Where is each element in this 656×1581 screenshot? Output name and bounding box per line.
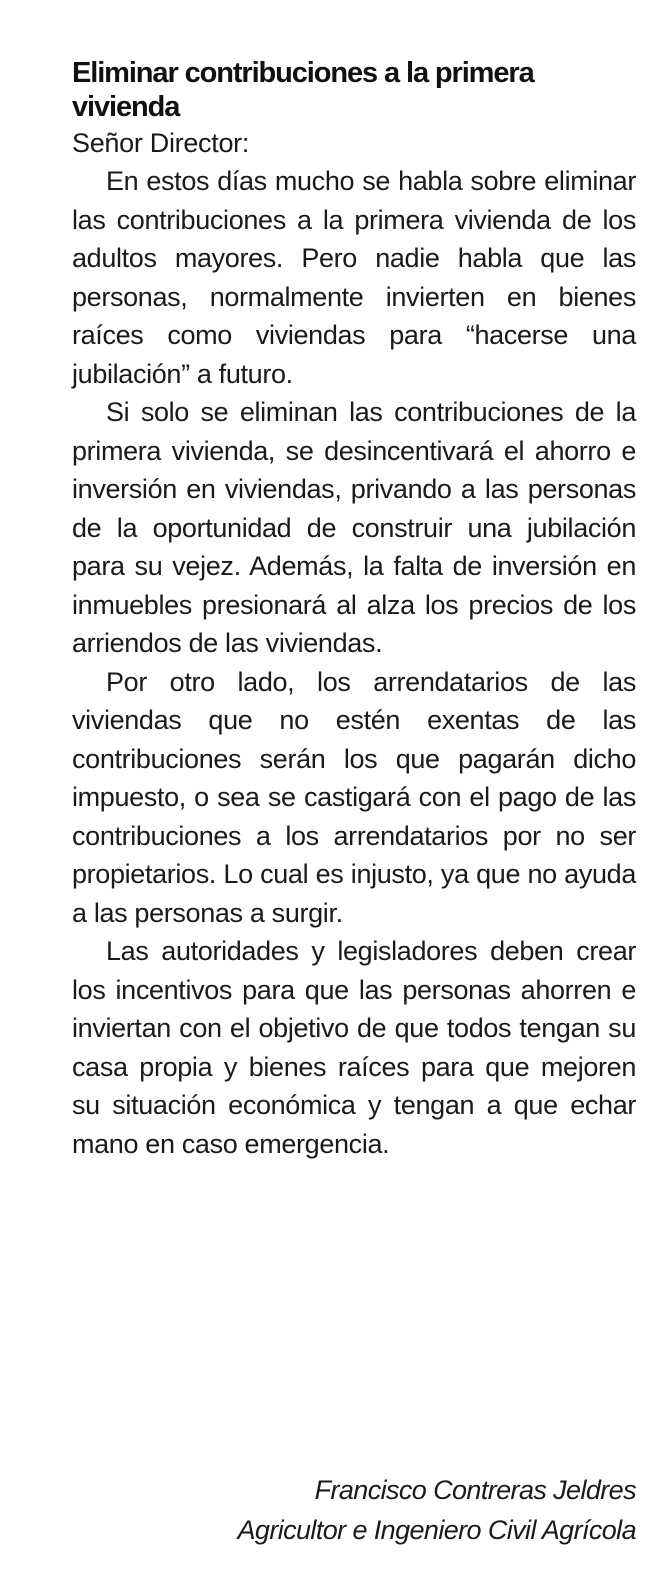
paragraph-1: En estos días mucho se habla sobre eliminar las contribuciones a la primera vivienda de los adultos mayores. Pero nadie habla que las personas, normalmente invierten en bienes raíces como viviendas para “hacerse una jubilación” a futuro. (72, 166, 636, 389)
paragraph-4: Las autoridades y legisladores deben crear los incentivos para que las personas ahorren e inviertan con el objetivo de que todos tengan su casa propia y bienes raíces para que mejoren su situación económica y tengan a que echar mano en caso emergencia. (72, 936, 636, 1159)
paragraph-2: Si solo se eliminan las contribuciones de la primera vivienda, se desincentivará el ahorro e inversión en viviendas, privando a las personas de la oportunidad de construir una jubilación para su vejez. Además, la falta de inversión en inmuebles presionará al alza los precios de los arriendos de las viviendas. (72, 397, 636, 658)
author-title: Agricultor e Ingeniero Civil Agrícola (237, 1515, 636, 1545)
letter-headline: Eliminar contribuciones a la primera vivienda (72, 57, 534, 123)
paragraph-3: Por otro lado, los arrendatarios de las viviendas que no estén exentas de las contribuciones serán los que pagarán dicho impuesto, o sea se castigará con el pago de las contribuciones a los arrendatarios por no ser propietarios. Lo cual es injusto, ya que no ayuda a las personas a surgir. (72, 666, 636, 928)
letter-to-editor (72, 56, 636, 1163)
salutation: Señor Director: (72, 128, 250, 158)
signature-block (238, 1470, 637, 1550)
author-name: Francisco Contreras Jeldres (314, 1475, 636, 1505)
